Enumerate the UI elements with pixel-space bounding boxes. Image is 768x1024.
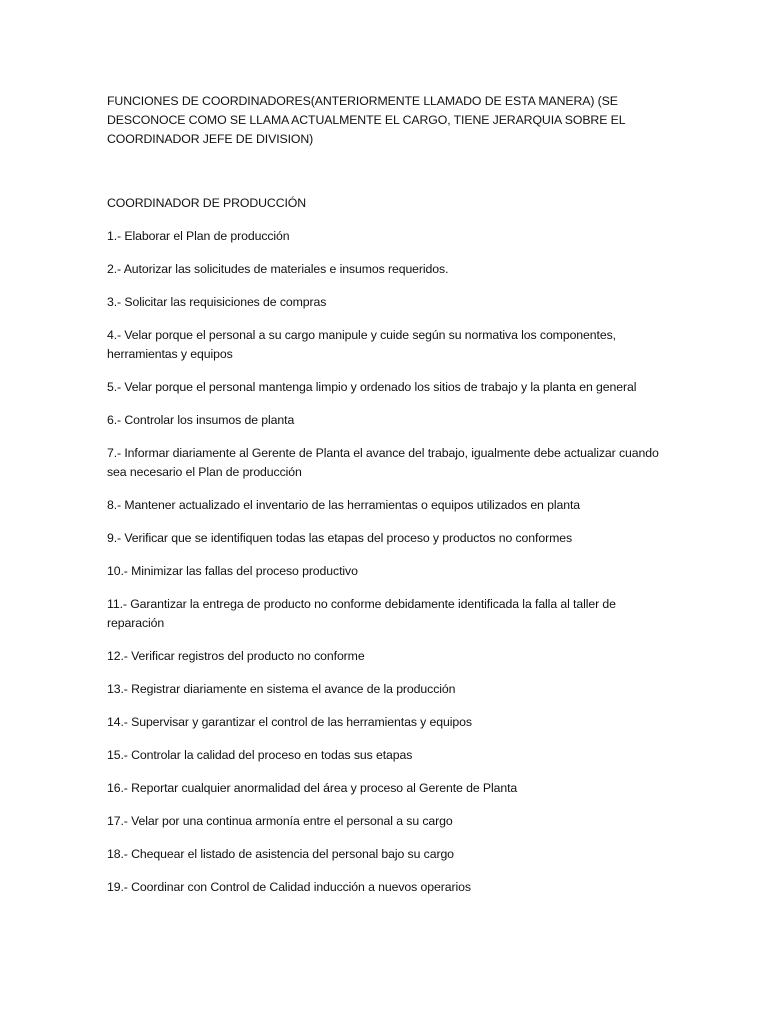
document-content xyxy=(107,92,667,911)
list-item: 2.- Autorizar las solicitudes de materiales e insumos requeridos. xyxy=(107,262,449,276)
list-item: 9.- Verificar que se identifiquen todas las etapas del proceso y productos no conformes xyxy=(107,531,573,545)
list-item: 11.- Garantizar la entrega de producto no conforme debidamente identificada la falla al taller de reparación xyxy=(107,597,616,630)
list-item: 19.- Coordinar con Control de Calidad inducción a nuevos operarios xyxy=(107,880,471,894)
list-item: 5.- Velar porque el personal mantenga limpio y ordenado los sitios de trabajo y la planta en general xyxy=(107,380,637,394)
list-item: 8.- Mantener actualizado el inventario de las herramientas o equipos utilizados en planta xyxy=(107,498,581,512)
list-item: 12.- Verificar registros del producto no conforme xyxy=(107,649,365,663)
list-item: 7.- Informar diariamente al Gerente de Planta el avance del trabajo, igualmente debe actualizar cuando sea necesario el Plan de producción xyxy=(107,446,659,479)
list-item: 6.- Controlar los insumos de planta xyxy=(107,413,295,427)
list-item: 16.- Reportar cualquier anormalidad del área y proceso al Gerente de Planta xyxy=(107,781,518,795)
list-item: 18.- Chequear el listado de asistencia del personal bajo su cargo xyxy=(107,847,454,861)
functions-list xyxy=(107,227,667,897)
list-item: 4.- Velar porque el personal a su cargo manipule y cuide según su normativa los componentes, herramientas y equipos xyxy=(107,328,616,361)
section-title: COORDINADOR DE PRODUCCIÓN xyxy=(107,196,307,210)
list-item: 17.- Velar por una continua armonía entre el personal a su cargo xyxy=(107,814,453,828)
list-item: 3.- Solicitar las requisiciones de compras xyxy=(107,295,327,309)
list-item: 15.- Controlar la calidad del proceso en todas sus etapas xyxy=(107,748,413,762)
document-heading: FUNCIONES DE COORDINADORES(ANTERIORMENTE LLAMADO DE ESTA MANERA) (SE DESCONOCE COMO SE LLAMA ACTUALMENTE EL CARGO, TIENE JERARQUIA SOBRE EL COORDINADOR JEFE DE DIVISION) xyxy=(107,94,626,146)
list-item: 13.- Registrar diariamente en sistema el avance de la producción xyxy=(107,682,456,696)
list-item: 1.- Elaborar el Plan de producción xyxy=(107,229,290,243)
list-item: 14.- Supervisar y garantizar el control de las herramientas y equipos xyxy=(107,715,472,729)
list-item: 10.- Minimizar las fallas del proceso productivo xyxy=(107,564,358,578)
